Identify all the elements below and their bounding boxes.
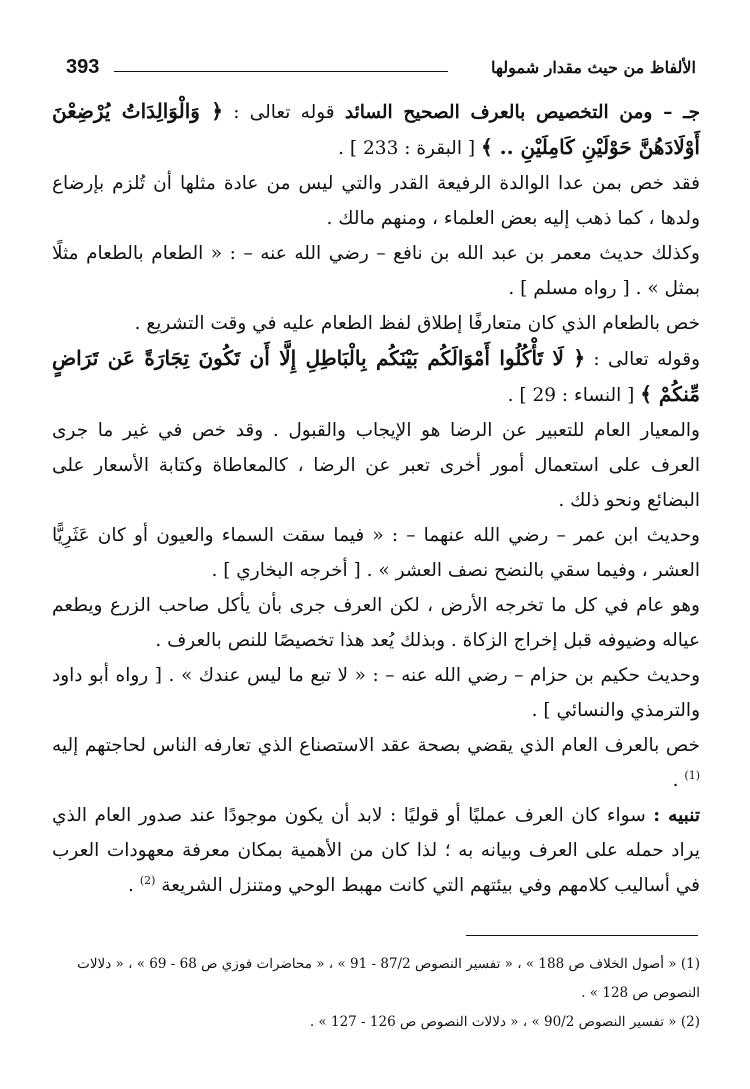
paragraph: خص بالطعام الذي كان متعارفًا إطلاق لفظ الطعام عليه في وقت التشريع . — [134, 313, 700, 334]
paragraph-end: . — [672, 770, 685, 791]
paragraph-text: وقوله تعالى : — [585, 349, 701, 370]
main-text — [52, 94, 700, 903]
paragraph-text: قوله تعالى : — [222, 102, 345, 123]
running-header — [66, 56, 696, 84]
section-lead: جـ – ومن التخصيص بالعرف الصحيح السائد — [344, 102, 701, 123]
paragraph-note — [52, 798, 700, 903]
paragraph-text: سواء كان العرف عمليًا أو قوليًا : لابد أن يكون موجودًا عند صدور العام الذي يراد حمله على العرف وبيانه به ؛ لذا كان من الأهمية بمكان معرفة معهودات العرب في أساليب كلامهم وفي بيئتهم التي كانت مهبط الوحي ومتنزل الشريعة — [52, 805, 700, 896]
running-title: الألفاظ من حيث مقدار شمولها — [491, 58, 696, 77]
header-rule — [114, 71, 448, 72]
paragraph-hadith: وحديث ابن عمر – رضي الله عنهما – : « فيما سقت السماء والعيون أو كان عَثَرِيًّا العشر ، وفيما سقي بالنضح نصف العشر » . [ أخرجه البخاري ] . — [52, 525, 700, 581]
quran-verse: ﴿ لَا تَأْكُلُوا أَمْوَالَكُم بَيْنَكُم بِالْبَاطِلِ إِلَّا أَن تَكُونَ تِجَارَةً عَن تَرَاضٍ مِّنكُمْ ﴾ — [52, 346, 700, 406]
footnotes — [52, 950, 700, 1037]
paragraph-hadith: وكذلك حديث معمر بن عبد الله بن نافع – رضي الله عنه – : « الطعام بالطعام مثلًا بمثل » . [ رواه مسلم ] . — [52, 243, 700, 299]
paragraph-footnoted — [52, 728, 700, 798]
paragraph: وهو عام في كل ما تخرجه الأرض ، لكن العرف جرى بأن يأكل صاحب الزرع ويطعم عياله وضيوفه قبل إخراج الزكاة . وبذلك يُعد هذا تخصيصًا للنص بالعرف . — [52, 595, 700, 651]
footnote-mark: (1) — [684, 768, 700, 782]
paragraph-verse — [52, 341, 700, 413]
paragraph: والمعيار العام للتعبير عن الرضا هو الإيجاب والقبول . وقد خص في غير ما جرى العرف على استعمال أمور أخرى تعبر عن الرضا ، كالمعاطاة وكتابة الأسعار على البضائع ونحو ذلك . — [52, 420, 700, 511]
footnote-mark: (2) — [139, 873, 156, 887]
paragraph: فقد خص بمن عدا الوالدة الرفيعة القدر والتي ليس من عادة مثلها أن تُلزم بإرضاع ولدها ، كما ذهب إليه بعض العلماء ، ومنهم مالك . — [52, 173, 700, 229]
page-number: 393 — [66, 56, 100, 78]
paragraph-custom-specification — [52, 94, 700, 166]
note-lead: تنبيه : — [653, 805, 700, 826]
paragraph-text: خص بالعرف العام الذي يقضي بصحة عقد الاستصناع الذي تعارفه الناس لحاجتهم إليه — [52, 735, 700, 756]
verse-reference: [ البقرة : 233 ] . — [338, 138, 481, 159]
verse-reference: [ النساء : 29 ] . — [507, 385, 641, 406]
quran-verse: ﴿ وَالْوَالِدَاتُ يُرْضِعْنَ أَوْلَادَهُنَّ حَوْلَيْنِ كَامِلَيْنِ .. ﴾ — [52, 99, 700, 159]
footnote-1: (1) « أصول الخلاف ص 188 » ، « تفسير النصوص 87/2 - 91 » ، « محاضرات فوزي ص 68 - 69 » ، « دلالات النصوص ص 128 » . — [77, 956, 700, 1001]
paragraph-end: . — [128, 875, 140, 896]
paragraph-hadith: وحديث حكيم بن حزام – رضي الله عنه – : « لا تبع ما ليس عندك » . [ رواه أبو داود والترمذي والنسائي ] . — [52, 665, 700, 721]
footnote-separator — [466, 935, 698, 936]
footnote-2: (2) « تفسير النصوص 90/2 » ، « دلالات النصوص ص 126 - 127 » . — [309, 1014, 700, 1030]
